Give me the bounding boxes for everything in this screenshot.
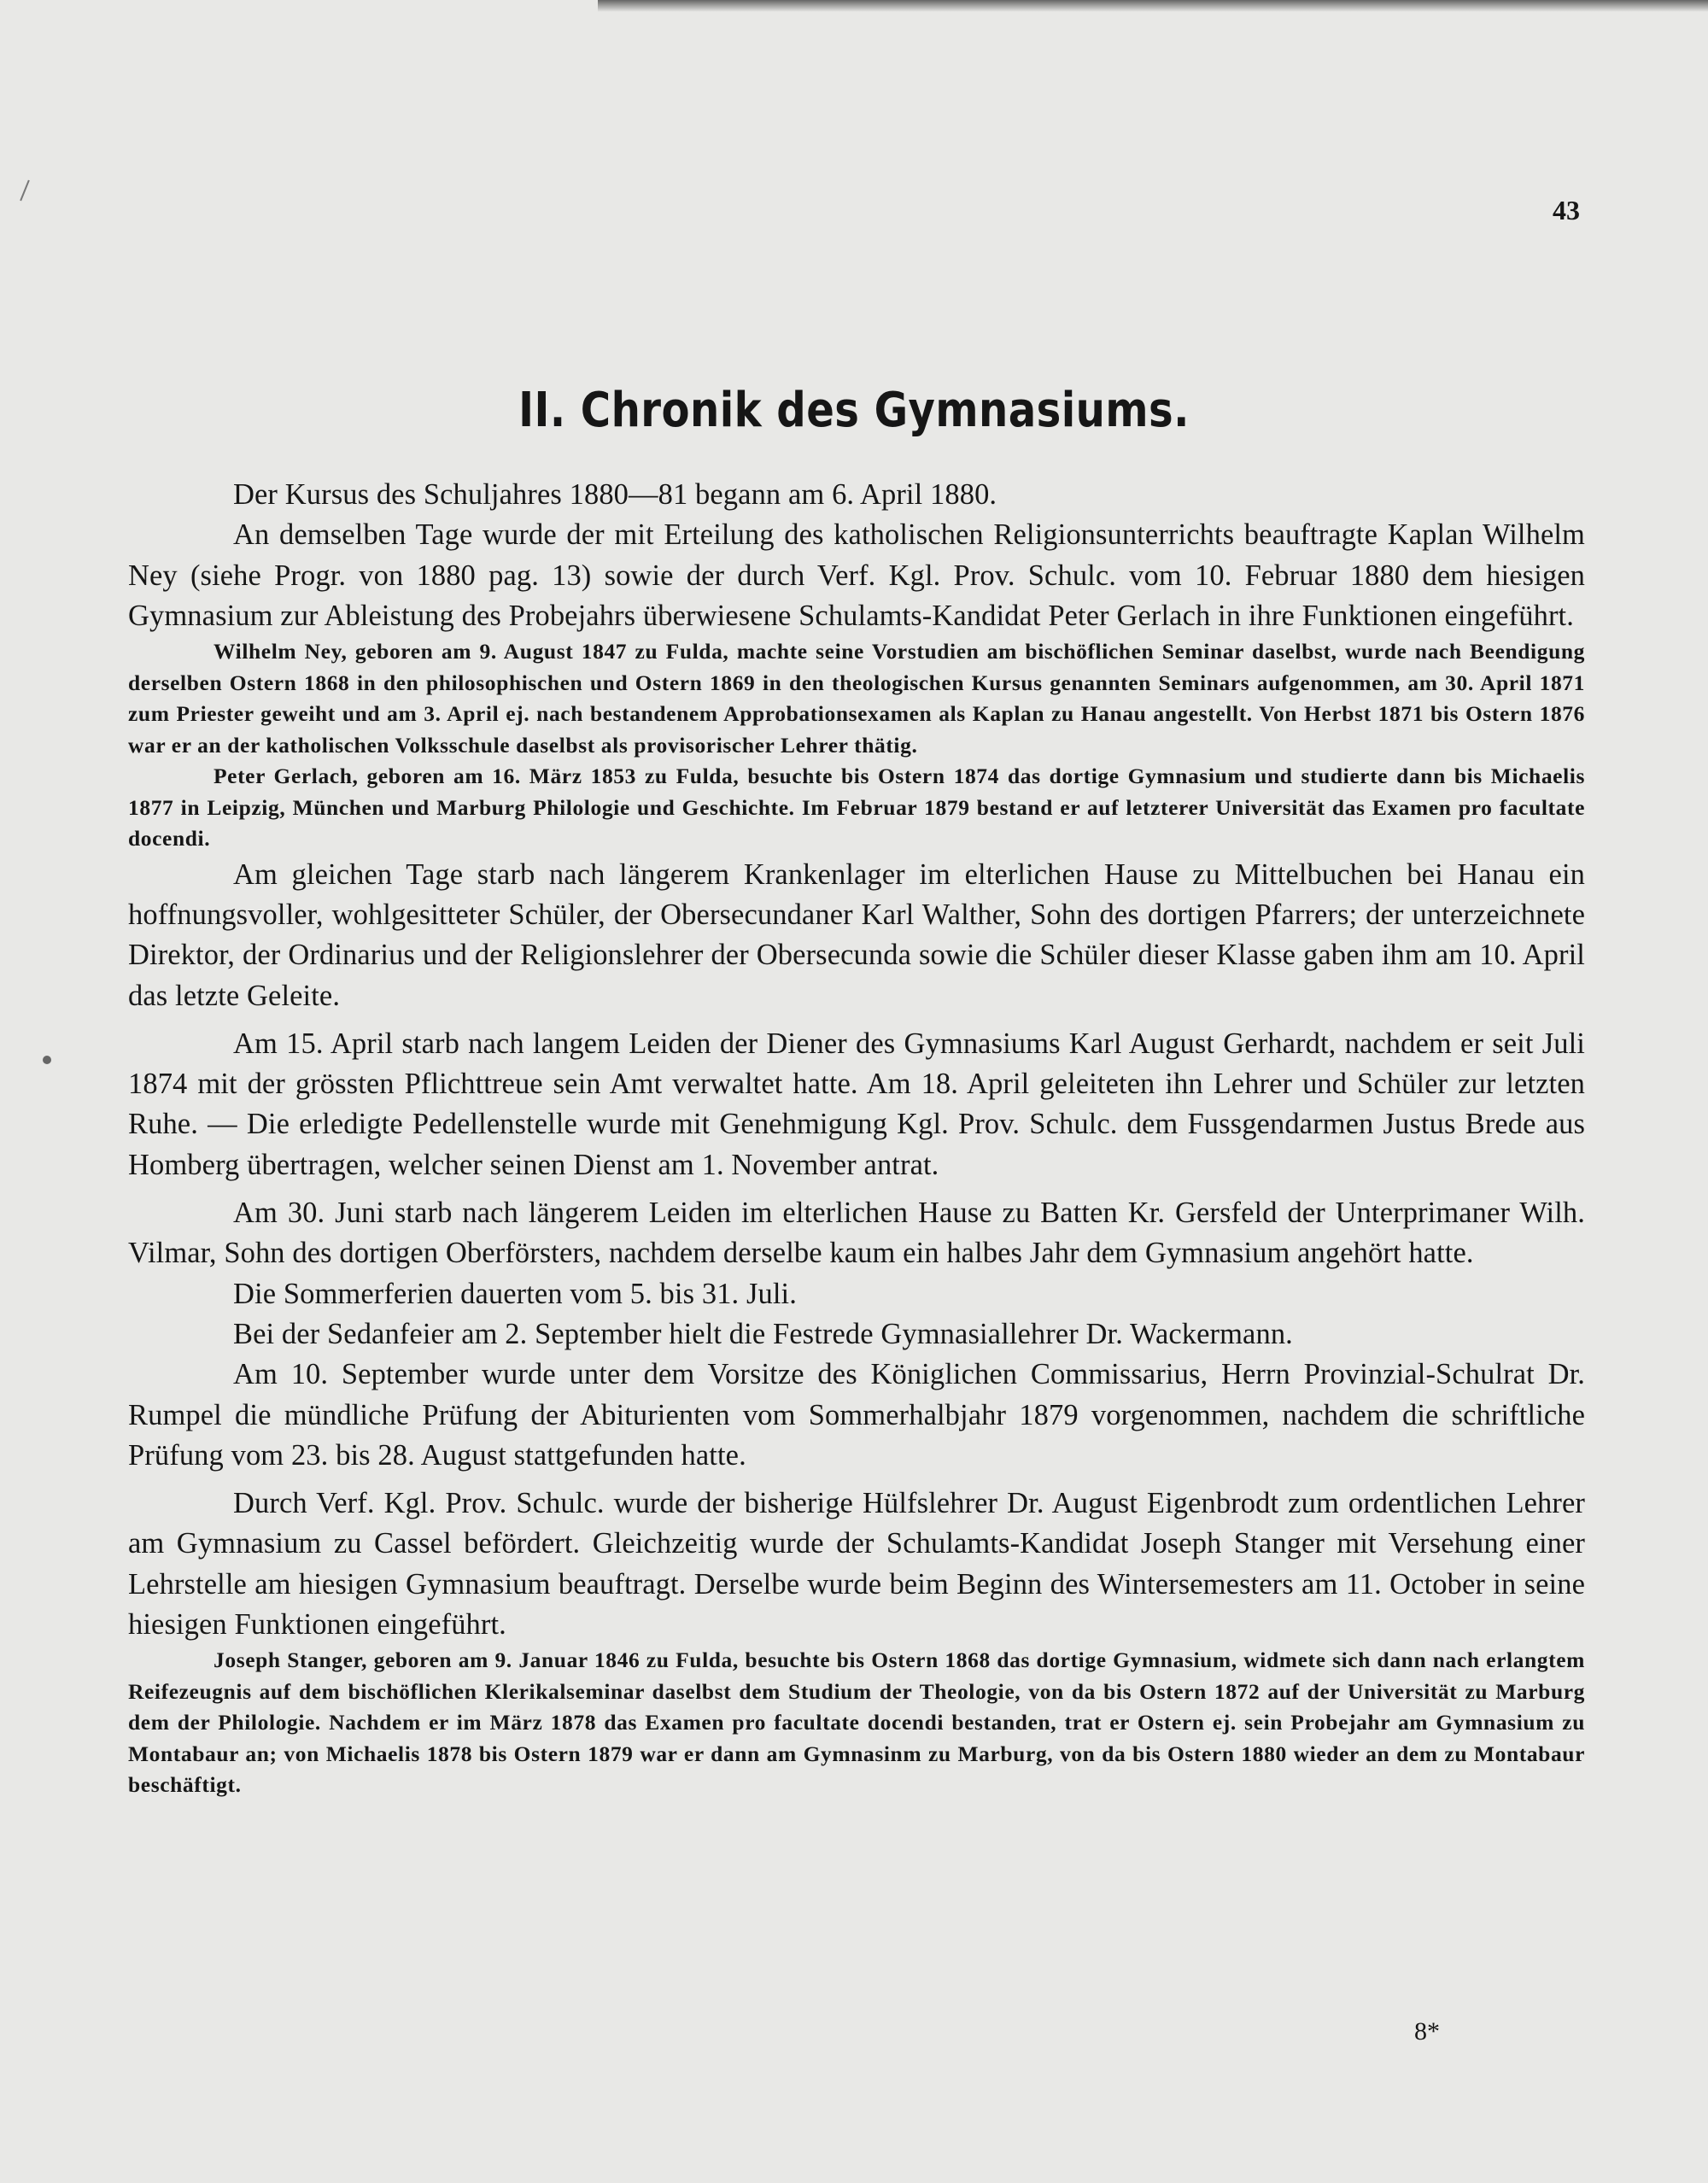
chronicle-paragraph: Der Kursus des Schuljahres 1880—81 begann am 6. April 1880. [233,478,997,511]
chronicle-paragraph: Die Sommerferien dauerten vom 5. bis 31. Juli. [233,1277,797,1310]
chronicle-paragraph: Am 15. April starb nach langem Leiden der Diener des Gymnasiums Karl August Gerhardt, nachdem er seit Juli 1874 mit der grössten Pflichttreue sein Amt verwaltet hatte. Am 18. April geleiteten ihn Lehrer und Schüler zur letzten Ruhe. — Die erledigte Pedellenstelle wurde mit Genehmigung Kgl. Prov. Schulc. dem Fussgendarmen Justus Brede aus Homberg übertragen, welcher seinen Dienst am 1. November antrat. [128,1027,1585,1181]
chronicle-paragraph: Am gleichen Tage starb nach längerem Krankenlager im elterlichen Hause zu Mittelbuchen bei Hanau ein hoffnungsvoller, wohlgesitteter Schüler, der Obersecundaner Karl Walther, Sohn des dortigen Pfarrers; der unterzeichnete Direktor, der Ordinarius und der Religionslehrer der Obersecunda sowie die Schüler dieser Klasse gaben ihm am 10. April das letzte Geleite. [128,857,1585,1012]
document-body [128,475,1585,1801]
chronicle-paragraph: An demselben Tage wurde der mit Erteilung des katholischen Religionsunterrichts beauftragte Kaplan Wilhelm Ney (siehe Progr. von 1880 pag. 13) sowie der durch Verf. Kgl. Prov. Schulc. vom 10. Februar 1880 dem hiesigen Gymnasium zur Ableistung des Probejahrs überwiesene Schulamts-Kandidat Peter Gerlach in ihre Funktionen eingeführt. [128,518,1585,632]
signature-mark: 8* [1414,2017,1440,2045]
chronicle-paragraph: Durch Verf. Kgl. Prov. Schulc. wurde der bisherige Hülfslehrer Dr. August Eigenbrodt zum ordentlichen Lehrer am Gymnasium zu Cassel befördert. Gleichzeitig wurde der Schulamts-Kandidat Joseph Stanger mit Versehung einer Lehrstelle am hiesigen Gymnasium beauftragt. Derselbe wurde beim Beginn des Wintersemesters am 11. October in seine hiesigen Funktionen eingeführt. [128,1487,1585,1642]
chronicle-paragraph: Am 10. September wurde unter dem Vorsitze des Königlichen Commissarius, Herrn Provinzial-Schulrat Dr. Rumpel die mündliche Prüfung der Abiturienten vom Sommerhalbjahr 1879 vorgenommen, nachdem die schriftliche Prüfung vom 23. bis 28. August stattgefunden hatte. [128,1358,1585,1472]
scan-speck [43,1056,51,1064]
paragraph-gap [128,1016,1585,1024]
page-title: II. Chronik des Gymnasiums. [518,383,1190,438]
scan-edge-shadow [598,0,1708,12]
paragraph-gap [128,1185,1585,1193]
biographical-note: Peter Gerlach, geboren am 16. März 1853 zu Fulda, besuchte bis Ostern 1874 das dortige Gymnasium und studierte dann bis Michaelis 1877 in Leipzig, München und Marburg Philologie und Geschichte. Im Februar 1879 bestand er auf letzterer Universität das Examen pro facultate docendi. [128,764,1585,852]
biographical-note: Wilhelm Ney, geboren am 9. August 1847 zu Fulda, machte seine Vorstudien am bischöflichen Seminar daselbst, wurde nach Beendigung derselben Ostern 1868 in den philosophischen und Ostern 1869 in den theologischen Kursus genannten Seminars aufgenommen, am 30. April 1871 zum Priester geweiht und am 3. April ej. nach bestandenem Approbationsexamen als Kaplan zu Hanau angestellt. Von Herbst 1871 bis Ostern 1876 war er an der katholischen Volksschule daselbst als provisorischer Lehrer thätig. [128,639,1585,758]
paragraph-gap [128,1476,1585,1484]
page-number: 43 [1553,195,1580,225]
scan-mark [20,180,30,202]
biographical-note: Joseph Stanger, geboren am 9. Januar 1846 zu Fulda, besuchte bis Ostern 1868 das dortige Gymnasium, widmete sich dann nach erlangtem Reifezeugnis auf dem bischöflichen Klerikalseminar daselbst dem Studium der Theologie, von da bis Ostern 1872 auf der Universität zu Marburg dem der Philologie. Nachdem er im März 1878 das Examen pro facultate docendi bestanden, trat er Ostern ej. sein Probejahr am Gymnasium zu Montabaur an; von Michaelis 1878 bis Ostern 1879 war er dann am Gymnasinm zu Marburg, von da bis Ostern 1880 wieder an dem zu Montabaur beschäftigt. [128,1647,1585,1798]
chronicle-paragraph: Bei der Sedanfeier am 2. September hielt die Festrede Gymnasiallehrer Dr. Wackermann. [233,1317,1293,1350]
chronicle-paragraph: Am 30. Juni starb nach längerem Leiden im elterlichen Hause zu Batten Kr. Gersfeld der Unterprimaner Wilh. Vilmar, Sohn des dortigen Oberförsters, nachdem derselbe kaum ein halbes Jahr dem Gymnasium angehört hatte. [128,1197,1585,1270]
